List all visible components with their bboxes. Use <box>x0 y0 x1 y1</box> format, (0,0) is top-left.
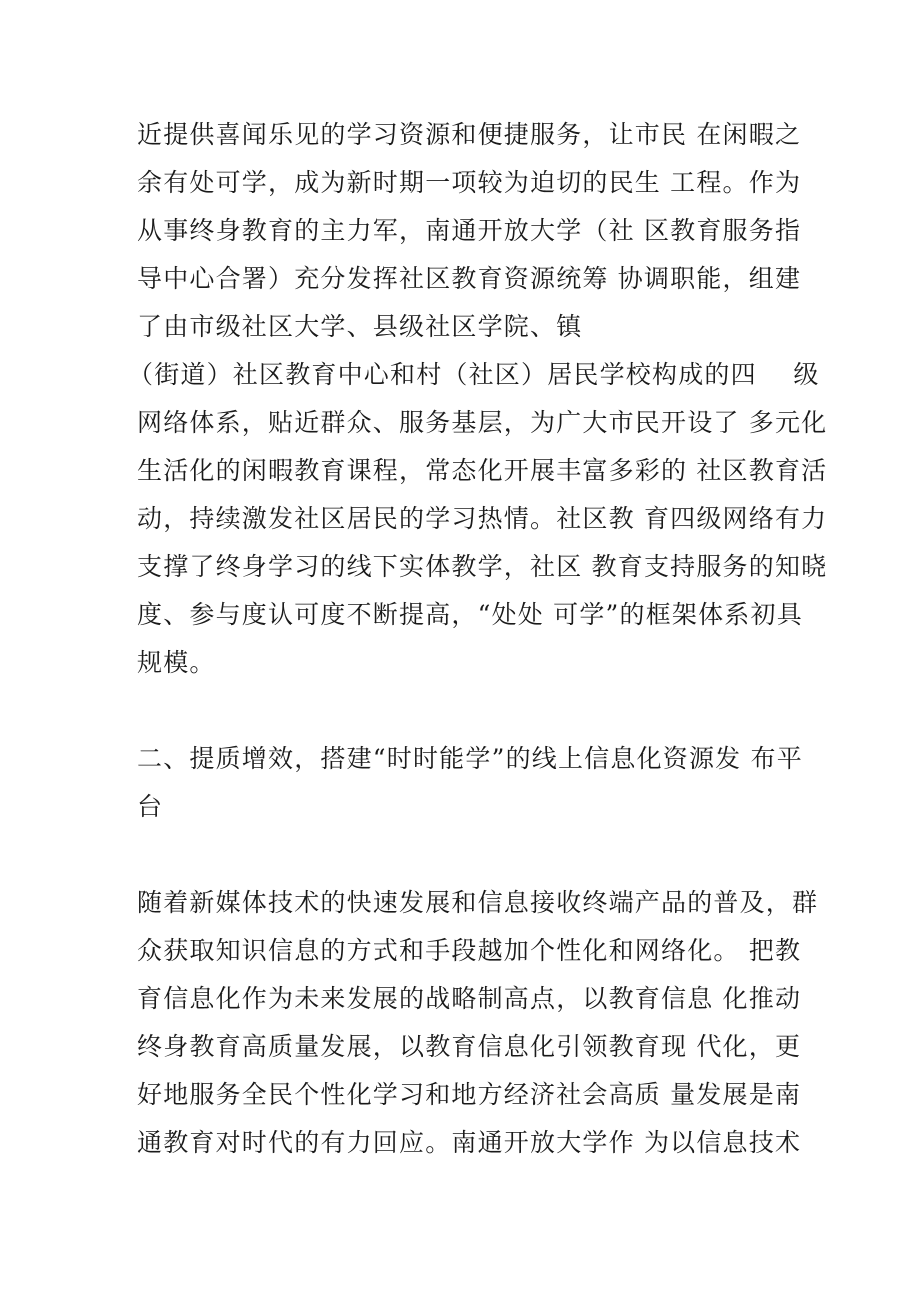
text-line: 了由市级社区大学、县级社区学院、镇 <box>137 312 583 341</box>
text-line: 近提供喜闻乐见的学习资源和便捷服务，让市民 在闲暇之 <box>137 120 802 149</box>
text-line: 育信息化作为未来发展的战略制高点，以教育信息 化推动 <box>137 984 802 1013</box>
text-line: 终身教育高质量发展，以教育信息化引领教育现 代化，更 <box>137 1032 802 1061</box>
text-line: （街道）社区教育中心和村（社区）居民学校构成的四 级 <box>128 360 820 389</box>
text-line: 随着新媒体技术的快速发展和信息接收终端产品的普及，群 <box>137 888 819 917</box>
text-line: 网络体系，贴近群众、服务基层，为广大市民开设了 多元化 <box>137 408 828 437</box>
text-line: 好地服务全民个性化学习和地方经济社会高质 量发展是南 <box>137 1080 802 1109</box>
text-line: 从事终身教育的主力军，南通开放大学（社 区教育服务指 <box>137 216 802 245</box>
text-line: 余有处可学，成为新时期一项较为迫切的民生 工程。作为 <box>137 168 802 197</box>
text-line: 度、参与度认可度不断提高，“处处 可学”的框架体系初具 <box>137 600 803 629</box>
heading-line: 台 <box>137 792 164 821</box>
text-line: 众获取知识信息的方式和手段越加个性化和网络化。 把教 <box>137 936 802 965</box>
text-line: 生活化的闲暇教育课程，常态化开展丰富多彩的 社区教育活 <box>137 456 828 485</box>
text-line: 通教育对时代的有力回应。南通开放大学作 为以信息技术 <box>137 1128 802 1157</box>
text-line: 导中心合署）充分发挥社区教育资源统筹 协调职能，组建 <box>137 264 802 293</box>
text-line: 规模。 <box>137 648 216 677</box>
heading-line: 二、提质增效，搭建“时时能学”的线上信息化资源发 布平 <box>137 744 803 773</box>
text-line: 动，持续激发社区居民的学习热情。社区教 育四级网络有力 <box>137 504 828 533</box>
text-line: 支撑了终身学习的线下实体教学，社区 教育支持服务的知晓 <box>137 552 828 581</box>
